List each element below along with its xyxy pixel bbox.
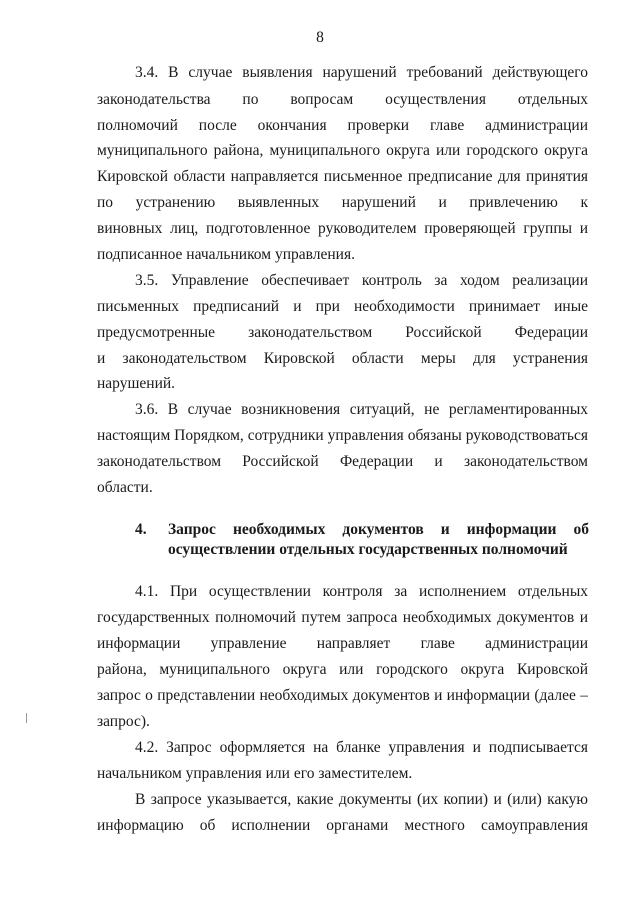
- page-number: 8: [316, 29, 324, 46]
- text-line: 4.2. Запрос оформляется на бланке управления и подписывается: [135, 739, 588, 756]
- text-line: законодательства по вопросам осуществления отдельных: [97, 91, 588, 108]
- text-line: 3.4. В случае выявления нарушений требований действующего: [135, 64, 588, 81]
- text-line: по устранению выявленных нарушений и привлечению к: [97, 194, 588, 211]
- text-line: 3.6. В случае возникновения ситуаций, не регламентированных: [135, 401, 588, 418]
- text-line: района, муниципального округа или городского округа Кировской: [97, 661, 588, 678]
- text-line: полномочий после окончания проверки главе администрации: [97, 117, 588, 134]
- text-line: государственных полномочий путем запроса необходимых документов и: [97, 609, 588, 626]
- section-title-line: осуществлении отдельных государственных полномочий: [168, 541, 568, 558]
- text-line: информацию об исполнении органами местного самоуправления: [97, 817, 588, 834]
- text-line: муниципального района, муниципального округа или городского округа: [97, 142, 588, 159]
- text-line: письменных предписаний и при необходимости принимает иные: [97, 298, 588, 315]
- text-line: предусмотренные законодательством Российской Федерации: [97, 324, 588, 341]
- text-line: запрос о представлении необходимых документов и информации (далее –: [97, 687, 588, 704]
- text-line: настоящим Порядком, сотрудники управления обязаны руководствоваться: [97, 427, 588, 444]
- text-line: виновных лиц, подготовленное руководителем проверяющей группы и: [97, 220, 588, 237]
- text-line: запрос).: [97, 713, 150, 730]
- text-line: информации управление направляет главе администрации: [97, 635, 588, 652]
- text-line: 4.1. При осуществлении контроля за исполнением отдельных: [135, 583, 588, 600]
- text-line: Кировской области направляется письменное предписание для принятия: [97, 168, 588, 185]
- text-line: области.: [97, 479, 153, 496]
- text-line: законодательством Российской Федерации и законодательством: [97, 453, 588, 470]
- text-line: начальником управления или его заместителем.: [97, 765, 413, 782]
- section-number: 4.: [135, 521, 147, 538]
- text-line: 3.5. Управление обеспечивает контроль за ходом реализации: [135, 272, 588, 289]
- text-line: подписанное начальником управления.: [97, 246, 355, 263]
- section-title-line: Запрос необходимых документов и информации об: [168, 521, 589, 538]
- text-line: и законодательством Кировской области меры для устранения: [97, 350, 588, 367]
- text-line: В запросе указывается, какие документы (их копии) и (или) какую: [135, 791, 588, 808]
- text-line: нарушений.: [97, 375, 176, 392]
- scan-margin-mark: [26, 713, 27, 723]
